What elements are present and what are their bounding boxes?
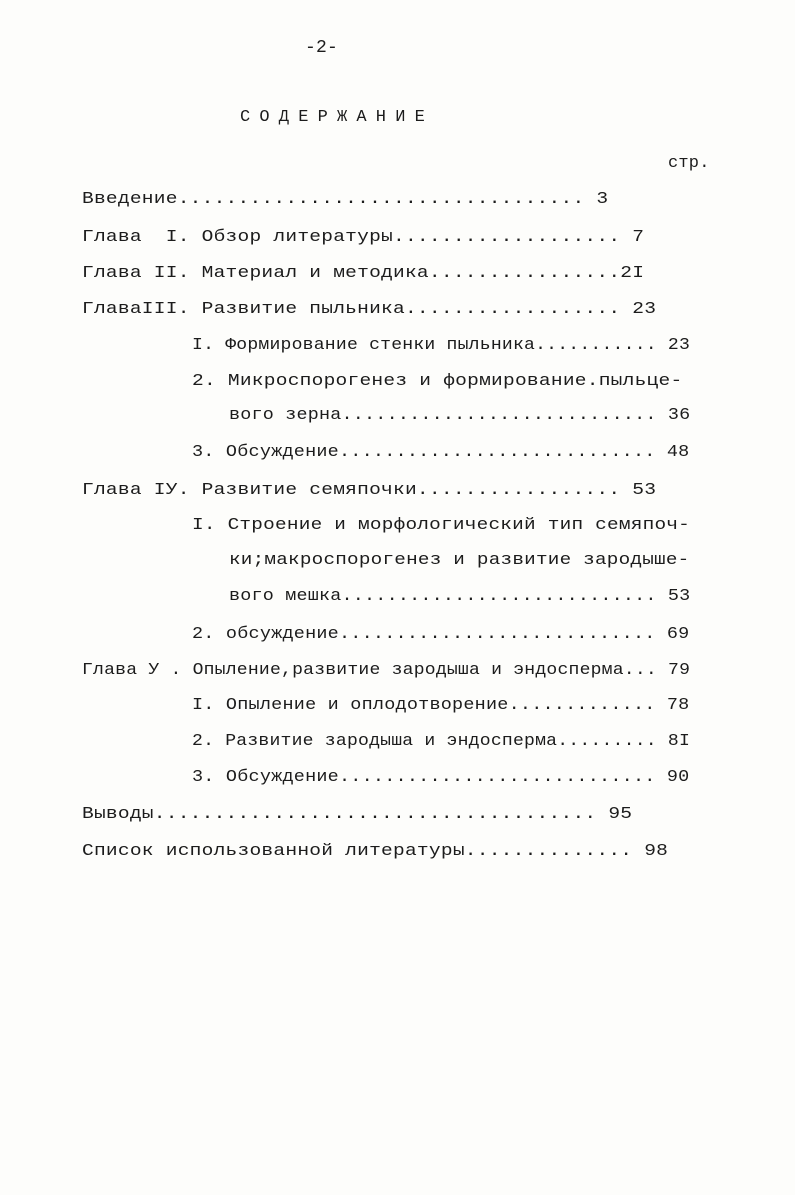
toc-entry-4-1-cont2: вого мешка............................ 53 bbox=[229, 587, 691, 606]
toc-entry-3-2-cont: вого зерна............................ 36 bbox=[229, 406, 691, 425]
toc-entry-4-1: I. Строение и морфологический тип семяпоч- bbox=[192, 516, 691, 535]
toc-entry-3-3: 3. Обсуждение............................ 48 bbox=[192, 443, 690, 462]
toc-entry-5-1: I. Опыление и оплодотворение............. 78 bbox=[192, 696, 690, 715]
page-column-label: стр. bbox=[668, 154, 710, 173]
toc-entry-references: Список использованной литературы.............. 98 bbox=[82, 842, 669, 861]
toc-entry-4-1-cont: ки;макроспорогенез и развитие зародыше- bbox=[229, 551, 690, 570]
toc-entry-3-2: 2. Микроспорогенез и формирование.пыльце- bbox=[192, 372, 683, 391]
toc-entry-chapter-4: Глава IУ. Развитие семяпочки................. 53 bbox=[82, 481, 657, 500]
toc-entry-conclusions: Выводы..................................... 95 bbox=[82, 805, 633, 824]
toc-entry-chapter-5: Глава У . Опыление,развитие зародыша и эндосперма... 79 bbox=[82, 661, 691, 680]
toc-entry-4-2: 2. обсуждение............................ 69 bbox=[192, 625, 690, 644]
toc-entry-3-1: I. Формирование стенки пыльника........... 23 bbox=[192, 336, 691, 355]
toc-entry-5-3: 3. Обсуждение............................ 90 bbox=[192, 768, 690, 787]
page-title: СОДЕРЖАНИЕ bbox=[240, 108, 435, 127]
toc-entry-5-2: 2. Развитие зародыша и эндосперма......... 8I bbox=[192, 732, 691, 751]
toc-entry-chapter-1: Глава I. Обзор литературы................... 7 bbox=[82, 228, 645, 247]
toc-entry-intro: Введение.................................. 3 bbox=[82, 190, 609, 209]
toc-entry-chapter-2: Глава II. Материал и методика................2I bbox=[82, 264, 645, 283]
toc-entry-chapter-3: ГлаваIII. Развитие пыльника.................. 23 bbox=[82, 300, 657, 319]
page-number: -2- bbox=[305, 38, 339, 58]
